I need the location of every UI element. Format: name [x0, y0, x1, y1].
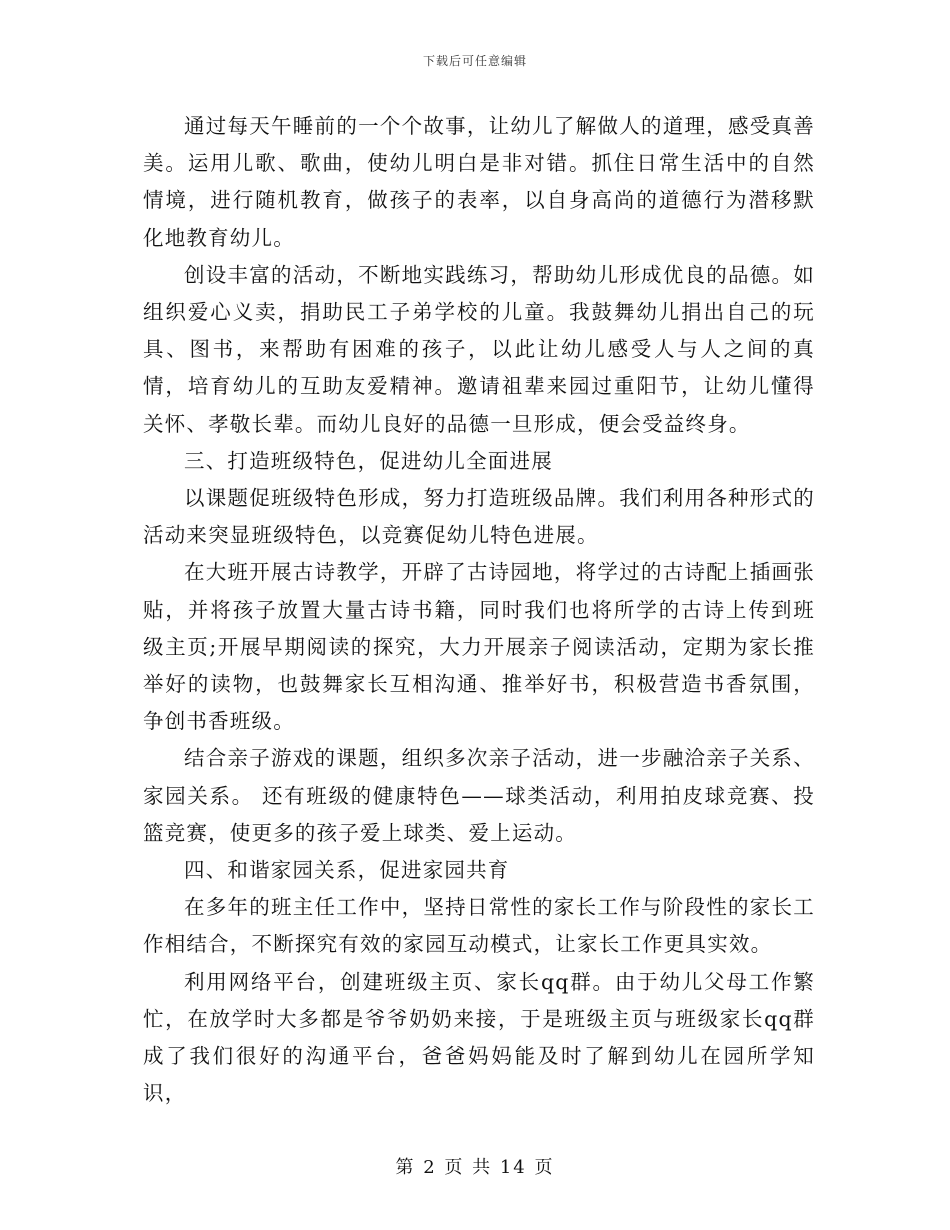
- paragraph: 利用网络平台，创建班级主页、家长qq群。由于幼儿父母工作繁忙，在放学时大多都是爷爷奶奶来接，于是班级主页与班级家长qq群成了我们很好的沟通平台，爸爸妈妈能及时了解到幼儿在园所学知识，: [143, 969, 815, 1106]
- paragraph: 结合亲子游戏的课题，组织多次亲子活动，进一步融洽亲子关系、家园关系。 还有班级的健康特色——球类活动，利用拍皮球竞赛、投篮竞赛，使更多的孩子爱上球类、爱上运动。: [143, 746, 815, 845]
- paragraph: 通过每天午睡前的一个个故事，让幼儿了解做人的道理，感受真善美。运用儿歌、歌曲，使幼儿明白是非对错。抓住日常生活中的自然情境，进行随机教育，做孩子的表率，以自身高尚的道德行为潜移默化地教育幼儿。: [143, 114, 815, 250]
- paragraph: 在多年的班主任工作中，坚持日常性的家长工作与阶段性的家长工作相结合，不断探究有效的家园互动模式，让家长工作更具实效。: [143, 895, 815, 957]
- document-body: [143, 108, 815, 1112]
- paragraph: 以课题促班级特色形成，努力打造班级品牌。我们利用各种形式的活动来突显班级特色，以竞赛促幼儿特色进展。: [143, 486, 815, 548]
- page-number-footer: 第 2 页 共 14 页: [395, 1157, 555, 1178]
- page-header-note: 下载后可任意编辑: [422, 54, 527, 68]
- paragraph: 在大班开展古诗教学，开辟了古诗园地，将学过的古诗配上插画张贴，并将孩子放置大量古诗书籍，同时我们也将所学的古诗上传到班级主页;开展早期阅读的探究，大力开展亲子阅读活动，定期为家长推举好的读物，也鼓舞家长互相沟通、推举好书，积极营造书香氛围，争创书香班级。: [143, 560, 815, 734]
- section-heading: 四、和谐家园关系，促进家园共育: [184, 858, 510, 883]
- section-heading: 三、打造班级特色，促进幼儿全面进展: [184, 448, 553, 473]
- paragraph: 创设丰富的活动，不断地实践练习，帮助幼儿形成优良的品德。如组织爱心义卖，捐助民工子弟学校的儿童。我鼓舞幼儿捐出自己的玩具、图书，来帮助有困难的孩子，以此让幼儿感受人与人之间的真情，培育幼儿的互助友爱精神。邀请祖辈来园过重阳节，让幼儿懂得关怀、孝敬长辈。而幼儿良好的品德一旦形成，便会受益终身。: [143, 262, 815, 436]
